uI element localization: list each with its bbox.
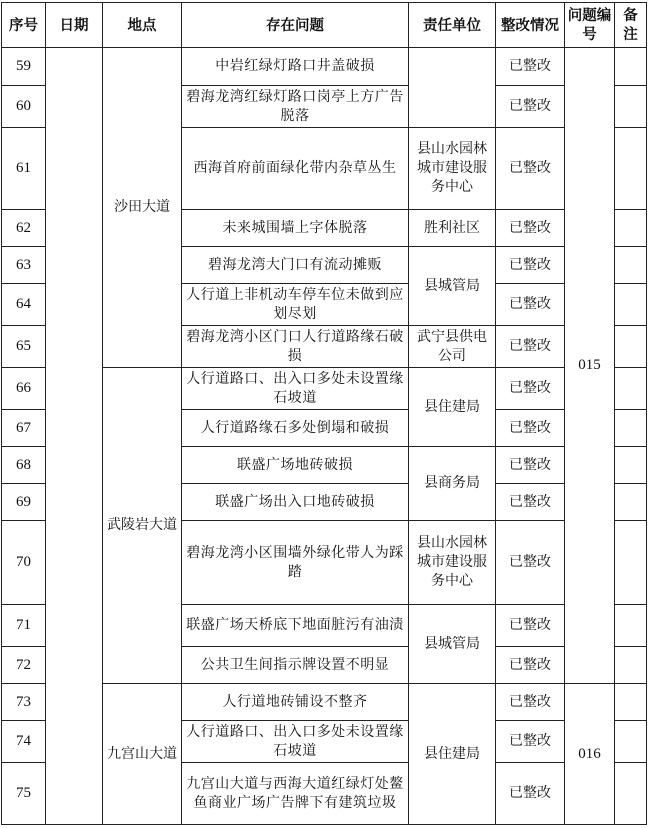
- status-cell: 已整改: [496, 484, 565, 521]
- status-cell: 已整改: [496, 410, 565, 447]
- row-seq: 70: [2, 521, 46, 605]
- row-seq: 69: [2, 484, 46, 521]
- row-seq: 66: [2, 368, 46, 410]
- issue-cell: 碧海龙湾大门口有流动摊贩: [182, 247, 409, 284]
- remark-cell: [615, 284, 647, 326]
- remark-cell: [615, 484, 647, 521]
- row-seq: 75: [2, 763, 46, 825]
- row-seq: 61: [2, 128, 46, 210]
- status-cell: 已整改: [496, 48, 565, 86]
- remark-cell: [615, 210, 647, 247]
- row-seq: 62: [2, 210, 46, 247]
- status-cell: 已整改: [496, 521, 565, 605]
- issue-cell: 人行道上非机动车停车位未做到应划尽划: [182, 284, 409, 326]
- remark-cell: [615, 48, 647, 86]
- issue-cell: 公共卫生间指示牌设置不明显: [182, 647, 409, 684]
- issue-cell: 联盛广场天桥底下地面脏污有油渍: [182, 605, 409, 647]
- status-cell: 已整改: [496, 247, 565, 284]
- issue-cell: 人行道地砖铺设不整齐: [182, 684, 409, 721]
- header-issue: 存在问题: [182, 3, 409, 48]
- row-seq: 74: [2, 721, 46, 763]
- row-seq: 68: [2, 447, 46, 484]
- header-code: 问题编号: [565, 3, 615, 48]
- table-row: [2, 48, 647, 86]
- status-cell: 已整改: [496, 326, 565, 368]
- header-location: 地点: [103, 3, 182, 48]
- row-seq: 59: [2, 48, 46, 86]
- issue-cell: 碧海龙湾小区围墙外绿化带人为踩踏: [182, 521, 409, 605]
- issue-cell: 人行道路口、出入口多处未设置缘石坡道: [182, 368, 409, 410]
- row-seq: 65: [2, 326, 46, 368]
- unit-cell: 县住建局: [409, 684, 496, 825]
- remark-cell: [615, 447, 647, 484]
- remark-cell: [615, 326, 647, 368]
- remark-cell: [615, 410, 647, 447]
- remark-cell: [615, 521, 647, 605]
- status-cell: 已整改: [496, 284, 565, 326]
- location-cell: 九宫山大道: [103, 684, 182, 825]
- status-cell: 已整改: [496, 86, 565, 128]
- location-cell: 武陵岩大道: [103, 368, 182, 684]
- issue-cell: 碧海龙湾红绿灯路口岗亭上方广告脱落: [182, 86, 409, 128]
- status-cell: 已整改: [496, 210, 565, 247]
- code-cell: 015: [565, 48, 615, 684]
- remark-cell: [615, 721, 647, 763]
- status-cell: 已整改: [496, 721, 565, 763]
- issue-cell: 人行道路缘石多处倒塌和破损: [182, 410, 409, 447]
- header-unit: 责任单位: [409, 3, 496, 48]
- status-cell: 已整改: [496, 368, 565, 410]
- header-date: 日期: [46, 3, 103, 48]
- location-cell: 沙田大道: [103, 48, 182, 368]
- header-row: [2, 3, 647, 48]
- header-status: 整改情况: [496, 3, 565, 48]
- unit-cell: 县山水园林城市建设服务中心: [409, 521, 496, 605]
- unit-cell: 胜利社区: [409, 210, 496, 247]
- row-seq: 60: [2, 86, 46, 128]
- header-remark: 备注: [615, 3, 647, 48]
- code-cell: 016: [565, 684, 615, 825]
- row-seq: 73: [2, 684, 46, 721]
- remark-cell: [615, 763, 647, 825]
- row-seq: 72: [2, 647, 46, 684]
- remark-cell: [615, 247, 647, 284]
- remark-cell: [615, 128, 647, 210]
- row-seq: 67: [2, 410, 46, 447]
- issue-cell: 人行道路口、出入口多处未设置缘石坡道: [182, 721, 409, 763]
- remark-cell: [615, 86, 647, 128]
- unit-cell: 县山水园林城市建设服务中心: [409, 128, 496, 210]
- issue-cell: 联盛广场出入口地砖破损: [182, 484, 409, 521]
- unit-cell: 县城管局: [409, 247, 496, 326]
- header-seq: 序号: [2, 3, 46, 48]
- unit-cell: 县城管局: [409, 605, 496, 684]
- row-seq: 64: [2, 284, 46, 326]
- unit-cell: 县商务局: [409, 447, 496, 521]
- date-cell: [46, 48, 103, 825]
- unit-cell: 县住建局: [409, 368, 496, 447]
- row-seq: 71: [2, 605, 46, 647]
- issue-cell: 中岩红绿灯路口井盖破损: [182, 48, 409, 86]
- status-cell: 已整改: [496, 684, 565, 721]
- issue-cell: 碧海龙湾小区门口人行道路缘石破损: [182, 326, 409, 368]
- unit-cell: [409, 48, 496, 128]
- issue-cell: 未来城围墙上字体脱落: [182, 210, 409, 247]
- issue-cell: 西海首府前面绿化带内杂草丛生: [182, 128, 409, 210]
- issue-cell: 联盛广场地砖破损: [182, 447, 409, 484]
- status-cell: 已整改: [496, 647, 565, 684]
- row-seq: 63: [2, 247, 46, 284]
- issue-cell: 九宫山大道与西海大道红绿灯处鳌鱼商业广场广告牌下有建筑垃圾: [182, 763, 409, 825]
- unit-cell: 武宁县供电公司: [409, 326, 496, 368]
- status-cell: 已整改: [496, 763, 565, 825]
- status-cell: 已整改: [496, 605, 565, 647]
- remark-cell: [615, 368, 647, 410]
- status-cell: 已整改: [496, 447, 565, 484]
- remark-cell: [615, 647, 647, 684]
- status-cell: 已整改: [496, 128, 565, 210]
- issue-table: [1, 2, 647, 825]
- remark-cell: [615, 605, 647, 647]
- remark-cell: [615, 684, 647, 721]
